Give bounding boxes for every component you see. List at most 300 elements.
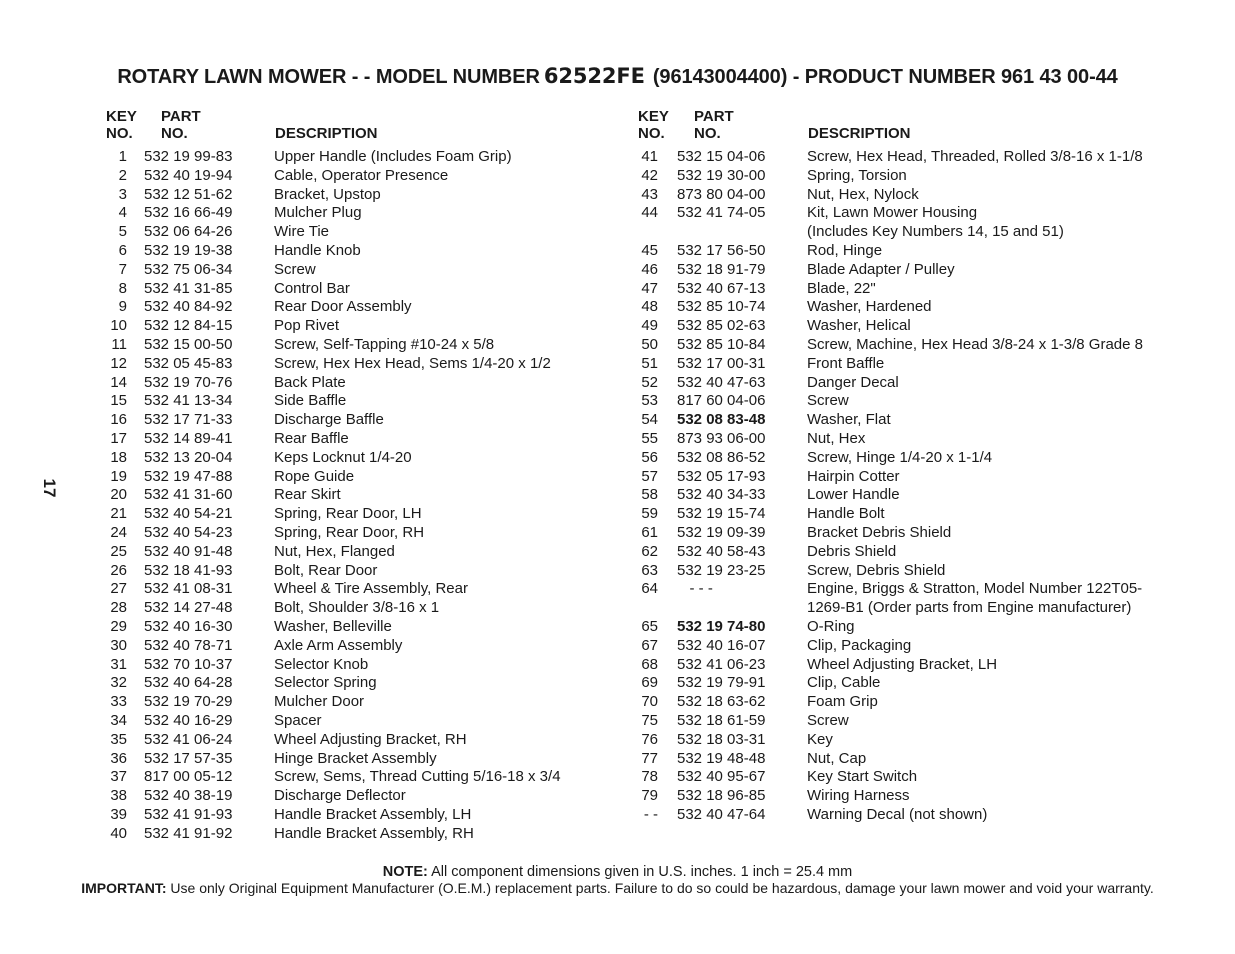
table-row (101, 468, 611, 487)
part-number: 532 85 10-74 (677, 298, 766, 316)
part-description: Selector Knob (274, 655, 369, 673)
part-number: 532 40 64-28 (144, 674, 233, 692)
table-row (101, 204, 611, 223)
part-number: 532 18 63-62 (677, 693, 766, 711)
table-row (632, 242, 1202, 261)
table-row (101, 242, 611, 261)
part-number: 532 18 61-59 (677, 711, 766, 729)
part-description: Washer, Hardened (807, 298, 932, 316)
part-number: 532 08 83-48 (677, 411, 766, 429)
part-number: 532 17 71-33 (144, 411, 233, 429)
table-row (101, 505, 611, 524)
part-number: 532 14 89-41 (144, 429, 233, 447)
part-description: Rod, Hinge (807, 241, 883, 259)
key-number: 9 (118, 298, 127, 316)
table-header-left (101, 108, 611, 148)
part-number: 532 40 91-48 (144, 542, 233, 560)
part-description: Axle Arm Assembly (274, 636, 403, 654)
part-description: Screw (274, 260, 316, 278)
key-number: 8 (118, 279, 127, 297)
part-description: Bolt, Shoulder 3/8-16 x 1 (274, 599, 440, 617)
part-number: 532 12 51-62 (144, 185, 233, 203)
part-number: 532 40 84-92 (144, 298, 233, 316)
part-description: Spring, Rear Door, LH (274, 505, 422, 523)
part-description: Bolt, Rear Door (274, 561, 378, 579)
part-number: 532 15 04-06 (677, 148, 766, 165)
part-description: Rear Door Assembly (274, 298, 412, 316)
key-number: 29 (110, 617, 127, 635)
part-number: 532 17 00-31 (677, 354, 766, 372)
part-number: 532 17 56-50 (677, 241, 766, 259)
part-description: Washer, Flat (807, 411, 891, 429)
table-row (101, 186, 611, 205)
part-description: O-Ring (807, 617, 855, 635)
part-description: Bracket Debris Shield (807, 523, 952, 541)
part-description: Hairpin Cotter (807, 467, 900, 485)
table-row (101, 486, 611, 505)
title-prefix: ROTARY LAWN MOWER - - MODEL NUMBER (117, 66, 540, 88)
part-number: 532 15 00-50 (144, 335, 233, 353)
key-number: 38 (110, 787, 127, 805)
part-number: 817 60 04-06 (677, 392, 766, 410)
part-number: 532 06 64-26 (144, 223, 233, 241)
part-number: 532 40 78-71 (144, 636, 233, 654)
part-description: Screw (807, 711, 849, 729)
key-number: 50 (641, 335, 658, 353)
table-row (101, 656, 611, 675)
table-row (632, 674, 1202, 693)
part-number: 532 19 99-83 (144, 148, 233, 165)
key-number: 44 (641, 204, 658, 222)
parts-list-right (632, 148, 1202, 825)
dimensions-note (0, 864, 1235, 880)
key-number: 25 (110, 542, 127, 560)
part-description: Washer, Belleville (274, 617, 392, 635)
key-number: 7 (118, 260, 127, 278)
part-number: 532 18 03-31 (677, 730, 766, 748)
part-description: Warning Decal (not shown) (807, 805, 988, 823)
table-row (632, 768, 1202, 787)
part-description: Screw, Sems, Thread Cutting 5/16-18 x 3/4 (274, 768, 561, 786)
key-number: 33 (110, 693, 127, 711)
key-number: 11 (111, 335, 127, 353)
part-description: Selector Spring (274, 674, 377, 692)
part-description: Hinge Bracket Assembly (274, 749, 437, 767)
part-description: Side Baffle (274, 392, 347, 410)
part-description: Mulcher Plug (274, 204, 362, 222)
part-description: Kit, Lawn Mower Housing (807, 204, 978, 222)
note-text: All component dimensions given in U.S. inches. 1 inch = 25.4 mm (427, 864, 853, 880)
part-number: 532 18 96-85 (677, 787, 766, 805)
key-number: 55 (641, 429, 658, 447)
key-number: 18 (110, 448, 127, 466)
table-row (101, 768, 611, 787)
table-row (632, 374, 1202, 393)
table-row (101, 693, 611, 712)
part-number: 532 40 95-67 (677, 768, 766, 786)
key-number: 57 (641, 467, 658, 485)
part-number: 532 19 47-88 (144, 467, 233, 485)
table-row (632, 430, 1202, 449)
part-description: Rear Baffle (274, 429, 349, 447)
table-row (632, 280, 1202, 299)
part-description: Screw, Hex Head, Threaded, Rolled 3/8-16 x 1-1/8 (807, 148, 1143, 165)
part-description: Screw, Hex Hex Head, Sems 1/4-20 x 1/2 (274, 354, 551, 372)
parts-table-left (101, 108, 611, 843)
part-number: 532 41 08-31 (144, 580, 233, 598)
part-number: 532 19 30-00 (677, 166, 766, 184)
key-number: 56 (641, 448, 658, 466)
part-number: 532 40 38-19 (144, 787, 233, 805)
key-no-header: KEY NO. (638, 108, 669, 142)
key-number: 6 (118, 241, 127, 259)
part-description: Key (807, 730, 833, 748)
table-row (632, 449, 1202, 468)
table-row (101, 637, 611, 656)
part-number: 873 80 04-00 (677, 185, 766, 203)
part-number: 532 70 10-37 (144, 655, 233, 673)
part-number: 532 40 58-43 (677, 542, 766, 560)
part-description: Discharge Deflector (274, 787, 406, 805)
part-no-header: PART NO. (161, 108, 201, 142)
table-row (632, 562, 1202, 581)
part-description: Foam Grip (807, 693, 878, 711)
part-number: 532 14 27-48 (144, 599, 233, 617)
table-row (101, 449, 611, 468)
part-number: 532 41 06-24 (144, 730, 233, 748)
part-description: 1269-B1 (Order parts from Engine manufacturer) (807, 599, 1132, 617)
table-row (101, 430, 611, 449)
table-row (101, 674, 611, 693)
table-row (101, 562, 611, 581)
part-description: Spring, Rear Door, RH (274, 523, 425, 541)
key-number: 2 (118, 166, 127, 184)
part-number: 532 41 91-92 (144, 824, 233, 842)
part-number: 532 18 41-93 (144, 561, 233, 579)
table-row (632, 750, 1202, 769)
note-label: NOTE: (382, 864, 428, 880)
table-row (632, 167, 1202, 186)
part-number: 532 40 47-63 (677, 373, 766, 391)
table-row (101, 825, 611, 844)
part-description: Handle Bracket Assembly, RH (274, 824, 474, 842)
part-description: Pop Rivet (274, 317, 340, 335)
key-number: 65 (641, 617, 658, 635)
description-header: DESCRIPTION (808, 125, 911, 142)
key-number: 10 (110, 317, 127, 335)
table-row (101, 524, 611, 543)
key-number: 75 (641, 711, 658, 729)
table-row (632, 656, 1202, 675)
key-number: 3 (118, 185, 127, 203)
key-number: 39 (110, 805, 127, 823)
key-number: 64 (641, 580, 658, 598)
key-number: 79 (641, 787, 658, 805)
model-number: 62522FE (543, 64, 645, 88)
part-number: 532 85 02-63 (677, 317, 766, 335)
part-number: 532 41 06-23 (677, 655, 766, 673)
table-row (101, 317, 611, 336)
part-description: Wire Tie (274, 223, 330, 241)
part-number: 532 19 79-91 (677, 674, 766, 692)
key-number: 42 (641, 166, 658, 184)
part-number: 532 05 17-93 (677, 467, 766, 485)
part-number: 532 19 09-39 (677, 523, 766, 541)
part-number: 532 40 67-13 (677, 279, 766, 297)
part-number: 873 93 06-00 (677, 429, 766, 447)
table-row (101, 750, 611, 769)
key-number: 51 (641, 354, 658, 372)
table-row (101, 411, 611, 430)
part-description: Rope Guide (274, 467, 355, 485)
key-number: 1 (118, 148, 127, 165)
parts-table-right (632, 108, 1202, 825)
table-row (632, 712, 1202, 731)
key-number: 49 (641, 317, 658, 335)
key-number: - - (643, 805, 658, 823)
part-description: (Includes Key Numbers 14, 15 and 51) (807, 223, 1064, 241)
table-row (632, 468, 1202, 487)
part-number: 532 12 84-15 (144, 317, 233, 335)
part-description: Rear Skirt (274, 486, 341, 504)
table-row (632, 411, 1202, 430)
table-row (632, 317, 1202, 336)
table-row (101, 336, 611, 355)
key-number: 53 (641, 392, 658, 410)
key-number: 5 (118, 223, 127, 241)
part-description: Screw, Self-Tapping #10-24 x 5/8 (274, 335, 495, 353)
part-number: 532 19 74-80 (677, 617, 766, 635)
key-number: 67 (641, 636, 658, 654)
part-number: 532 19 23-25 (677, 561, 766, 579)
table-row (632, 261, 1202, 280)
table-row (101, 580, 611, 599)
part-number: 532 40 34-33 (677, 486, 766, 504)
part-description: Upper Handle (Includes Foam Grip) (274, 148, 512, 165)
part-number: 532 19 15-74 (677, 505, 766, 523)
part-number: 532 16 66-49 (144, 204, 233, 222)
part-description: Clip, Packaging (807, 636, 912, 654)
table-row (101, 618, 611, 637)
important-text: Use only Original Equipment Manufacturer (O.E.M.) replacement parts. Failure to do so could be hazardous, damage your lawn mower and void your warranty. (166, 880, 1154, 896)
key-number: 59 (641, 505, 658, 523)
key-number: 61 (641, 523, 658, 541)
part-description: Mulcher Door (274, 693, 365, 711)
part-number: 532 17 57-35 (144, 749, 233, 767)
table-row (101, 167, 611, 186)
part-description: Discharge Baffle (274, 411, 384, 429)
part-number: 532 41 31-60 (144, 486, 233, 504)
key-number: 16 (110, 411, 127, 429)
key-number: 52 (641, 373, 658, 391)
table-row (632, 223, 1202, 242)
table-row (101, 543, 611, 562)
table-row (632, 693, 1202, 712)
part-number: 532 41 13-34 (144, 392, 233, 410)
table-header-right (632, 108, 1202, 148)
part-number: 532 85 10-84 (677, 335, 766, 353)
key-number: 32 (110, 674, 127, 692)
part-description: Screw (807, 392, 849, 410)
part-description: Handle Bracket Assembly, LH (274, 805, 472, 823)
table-row (101, 280, 611, 299)
part-description: Key Start Switch (807, 768, 918, 786)
table-row (632, 637, 1202, 656)
key-number: 68 (641, 655, 658, 673)
key-number: 37 (110, 768, 127, 786)
part-description: Clip, Cable (807, 674, 881, 692)
part-description: Control Bar (274, 279, 350, 297)
part-number: 817 00 05-12 (144, 768, 233, 786)
part-number: 532 40 54-23 (144, 523, 233, 541)
important-label: IMPORTANT: (81, 880, 167, 896)
part-number: 532 40 16-29 (144, 711, 233, 729)
part-number: 532 41 74-05 (677, 204, 766, 222)
key-number: 35 (110, 730, 127, 748)
key-number: 47 (641, 279, 658, 297)
part-description: Wheel & Tire Assembly, Rear (274, 580, 468, 598)
part-number: 532 40 16-30 (144, 617, 233, 635)
part-description: Screw, Hinge 1/4-20 x 1-1/4 (807, 448, 993, 466)
key-no-header: KEY NO. (106, 108, 137, 142)
table-row (632, 392, 1202, 411)
parts-list-left (101, 148, 611, 843)
part-description: Wiring Harness (807, 787, 910, 805)
part-number: 532 19 19-38 (144, 241, 233, 259)
key-number: 21 (110, 505, 127, 523)
key-number: 41 (641, 148, 658, 165)
table-row (632, 806, 1202, 825)
key-number: 63 (641, 561, 658, 579)
part-number: - - - (677, 580, 713, 598)
part-description: Debris Shield (807, 542, 897, 560)
table-row (101, 599, 611, 618)
part-description: Nut, Cap (807, 749, 867, 767)
part-description: Front Baffle (807, 354, 885, 372)
key-number: 15 (110, 392, 127, 410)
key-number: 17 (110, 429, 127, 447)
key-number: 31 (110, 655, 127, 673)
table-row (101, 148, 611, 167)
part-number: 532 40 16-07 (677, 636, 766, 654)
part-number: 532 08 86-52 (677, 448, 766, 466)
table-row (632, 731, 1202, 750)
table-row (632, 186, 1202, 205)
table-row (632, 543, 1202, 562)
key-number: 62 (641, 542, 658, 560)
part-number: 532 05 45-83 (144, 354, 233, 372)
part-description: Wheel Adjusting Bracket, LH (807, 655, 998, 673)
page-title (0, 64, 1235, 89)
part-number: 532 75 06-34 (144, 260, 233, 278)
key-number: 43 (641, 185, 658, 203)
part-number: 532 41 31-85 (144, 279, 233, 297)
table-row (101, 261, 611, 280)
part-number: 532 40 54-21 (144, 505, 233, 523)
part-no-header: PART NO. (694, 108, 734, 142)
part-description: Back Plate (274, 373, 346, 391)
part-number: 532 19 48-48 (677, 749, 766, 767)
key-number: 76 (641, 730, 658, 748)
key-number: 45 (641, 241, 658, 259)
table-row (632, 787, 1202, 806)
part-number: 532 19 70-76 (144, 373, 233, 391)
table-row (101, 298, 611, 317)
table-row (101, 392, 611, 411)
table-row (632, 524, 1202, 543)
key-number: 78 (641, 768, 658, 786)
part-description: Nut, Hex (807, 429, 866, 447)
key-number: 40 (110, 824, 127, 842)
key-number: 12 (110, 354, 127, 372)
part-description: Keps Locknut 1/4-20 (274, 448, 412, 466)
table-row (101, 223, 611, 242)
important-notice (0, 880, 1235, 896)
table-row (632, 204, 1202, 223)
part-number: 532 40 47-64 (677, 805, 766, 823)
part-description: Bracket, Upstop (274, 185, 381, 203)
key-number: 26 (110, 561, 127, 579)
key-number: 70 (641, 693, 658, 711)
key-number: 30 (110, 636, 127, 654)
table-row (632, 355, 1202, 374)
part-description: Blade, 22" (807, 279, 876, 297)
key-number: 4 (118, 204, 127, 222)
key-number: 19 (110, 467, 127, 485)
table-row (632, 298, 1202, 317)
table-row (632, 580, 1202, 599)
table-row (101, 731, 611, 750)
part-number: 532 40 19-94 (144, 166, 233, 184)
table-row (632, 618, 1202, 637)
key-number: 28 (110, 599, 127, 617)
page-number: 17 (40, 478, 59, 498)
part-description: Screw, Debris Shield (807, 561, 946, 579)
key-number: 58 (641, 486, 658, 504)
table-row (632, 486, 1202, 505)
part-number: 532 18 91-79 (677, 260, 766, 278)
table-row (632, 599, 1202, 618)
part-description: Screw, Machine, Hex Head 3/8-24 x 1-3/8 Grade 8 (807, 335, 1144, 353)
part-description: Wheel Adjusting Bracket, RH (274, 730, 467, 748)
part-description: Spacer (274, 711, 322, 729)
table-row (101, 787, 611, 806)
key-number: 36 (110, 749, 127, 767)
table-row (101, 355, 611, 374)
table-row (632, 505, 1202, 524)
key-number: 46 (641, 260, 658, 278)
part-description: Handle Knob (274, 241, 361, 259)
part-description: Nut, Hex, Nylock (807, 185, 919, 203)
title-suffix: (96143004400) - PRODUCT NUMBER 961 43 00-44 (652, 66, 1118, 88)
part-number: 532 19 70-29 (144, 693, 233, 711)
part-description: Cable, Operator Presence (274, 166, 449, 184)
part-description: Danger Decal (807, 373, 899, 391)
table-row (632, 148, 1202, 167)
key-number: 27 (110, 580, 127, 598)
table-row (632, 336, 1202, 355)
table-row (101, 712, 611, 731)
part-description: Blade Adapter / Pulley (807, 260, 955, 278)
key-number: 24 (110, 523, 127, 541)
description-header: DESCRIPTION (275, 125, 378, 142)
table-row (101, 374, 611, 393)
part-description: Lower Handle (807, 486, 900, 504)
key-number: 69 (641, 674, 658, 692)
key-number: 14 (110, 373, 127, 391)
table-row (101, 806, 611, 825)
part-number: 532 41 91-93 (144, 805, 233, 823)
